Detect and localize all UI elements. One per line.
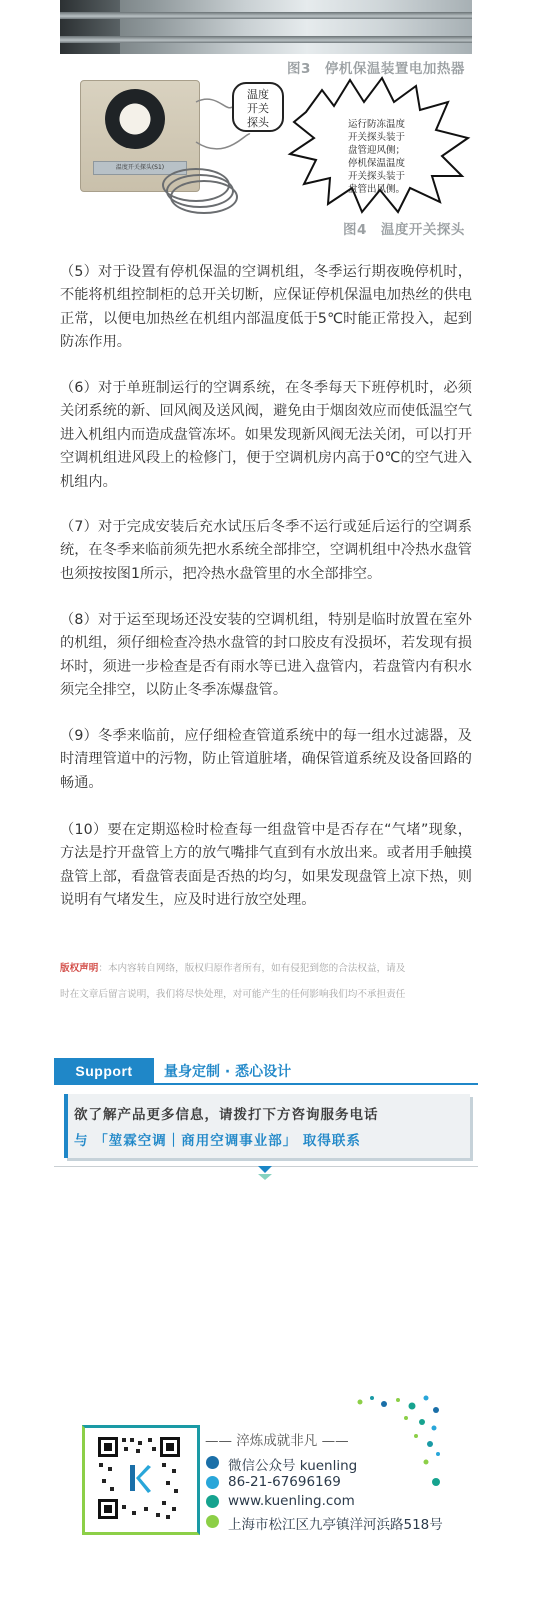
paragraph-7: （7）对于完成安装后充水试压后冬季不运行或延后运行的空调系统，在冬季来临前须先把水系统全部排空，空调机组中冷热水盘管也须按按图1所示，把冷热水盘管里的水全部排空。 xyxy=(60,519,472,582)
qr-code-icon xyxy=(96,1435,182,1521)
burst-line: 盘管出风侧。 xyxy=(348,184,406,195)
support-tab: Support xyxy=(54,1058,154,1084)
burst-line: 停机保温温度 xyxy=(348,158,406,169)
burst-note xyxy=(348,118,456,196)
support-slogan: 量身定制 · 悉心设计 xyxy=(164,1064,292,1080)
footer-tagline: —— 淬炼成就非凡 —— xyxy=(205,1433,349,1449)
address-dot-icon xyxy=(206,1515,219,1528)
contact-card-accent xyxy=(64,1094,68,1158)
burst-line: 盘管迎风侧； xyxy=(348,145,406,156)
copyright-notice xyxy=(60,956,470,1008)
down-arrow-icon xyxy=(258,1166,272,1173)
paragraph-10: （10）要在定期巡检时检查每一组盘管中是否存在“气堵”现象，方法是拧开盘管上方的放气嘴排气直到有水放出来。或者用手触摸盘管上部，看盘管表面是否热的均匀，如果发现盘管上凉下热，则说明有气堵发生，应及时进行放空处理。 xyxy=(60,822,472,909)
figure3-shadow xyxy=(60,0,120,54)
down-arrow-icon xyxy=(258,1174,272,1180)
web-dot-icon xyxy=(206,1495,219,1508)
figure3-photo xyxy=(60,0,472,54)
support-divider xyxy=(54,1083,478,1085)
callout-line: 温度 xyxy=(247,88,269,101)
callout-line: 开关 xyxy=(247,102,269,115)
decorative-dots xyxy=(340,1392,450,1492)
callout-line: 探头 xyxy=(247,116,269,129)
paragraph-6: （6）对于单班制运行的空调系统，在冬季每天下班停机时，必须关闭系统的新、回风阀及送风阀，避免由于烟囱效应而使低温空气进入机组内而造成盘管冻坏。如果发现新风阀无法关闭，可以打开空调机组进风段上的检修门，便于空调机房内高于0℃的空气进入机组内。 xyxy=(60,380,472,490)
footer-website[interactable]: www.kuenling.com xyxy=(228,1493,355,1509)
paragraph-9: （9）冬季来临前，应仔细检查管道系统中的每一组水过滤器，及时清理管道中的污物，防止管道脏堵，确保管道系统及设备回路的畅通。 xyxy=(60,728,472,791)
burst-line: 开关探头装于 xyxy=(348,132,406,143)
figure3-rail xyxy=(60,36,472,43)
copyright-label: 版权声明 xyxy=(60,963,99,974)
copyright-line1: ：本内容转自网络，版权归原作者所有，如有侵犯到您的合法权益，请及 xyxy=(98,963,406,974)
figure4-caption: 图4 温度开关探头 xyxy=(343,222,465,238)
phone-dot-icon xyxy=(206,1476,219,1489)
figure3-caption: 图3 停机保温装置电加热器 xyxy=(287,61,465,77)
contact-line-2: 与 「堃霖空调｜商用空调事业部」 取得联系 xyxy=(74,1133,361,1149)
probe-callout xyxy=(232,82,284,132)
paragraph-8: （8）对于运至现场还没安装的空调机组，特别是临时放置在室外的机组，须仔细检查冷热水盘管的封口胶皮有没损坏，若发现有损坏时，须进一步检查是否有雨水等已进入盘管内，若盘管内有积水须完全排空，以防止冬季冻爆盘管。 xyxy=(60,612,472,699)
burst-line: 开关探头装于 xyxy=(348,171,406,182)
paragraph-5: （5）对于设置有停机保温的空调机组，冬季运行期夜晚停机时，不能将机组控制柜的总开关切断，应保证停机保温电加热丝的供电正常，以便电加热丝在机组内部温度低于5℃时能正常投入，起到防冻作用。 xyxy=(60,264,472,351)
contact-card xyxy=(64,1094,470,1158)
burst-line: 运行防冻温度 xyxy=(348,119,406,130)
copyright-line2: 时在文章后留言说明，我们将尽快处理，对可能产生的任何影响我们均不承担责任 xyxy=(60,989,406,1000)
footer-address: 上海市松江区九亭镇洋河浜路518号 xyxy=(228,1517,443,1533)
thermostat-plate: 温度开关探头(S1) xyxy=(93,161,187,175)
footer-wechat: 微信公众号 kuenling xyxy=(228,1458,358,1474)
wechat-dot-icon xyxy=(206,1456,219,1469)
figure4-photo xyxy=(76,72,472,214)
figure3-rail xyxy=(60,12,472,19)
contact-line-1: 欲了解产品更多信息，请拨打下方咨询服务电话 xyxy=(74,1107,379,1123)
footer-phone: 86-21-67696169 xyxy=(228,1474,341,1490)
